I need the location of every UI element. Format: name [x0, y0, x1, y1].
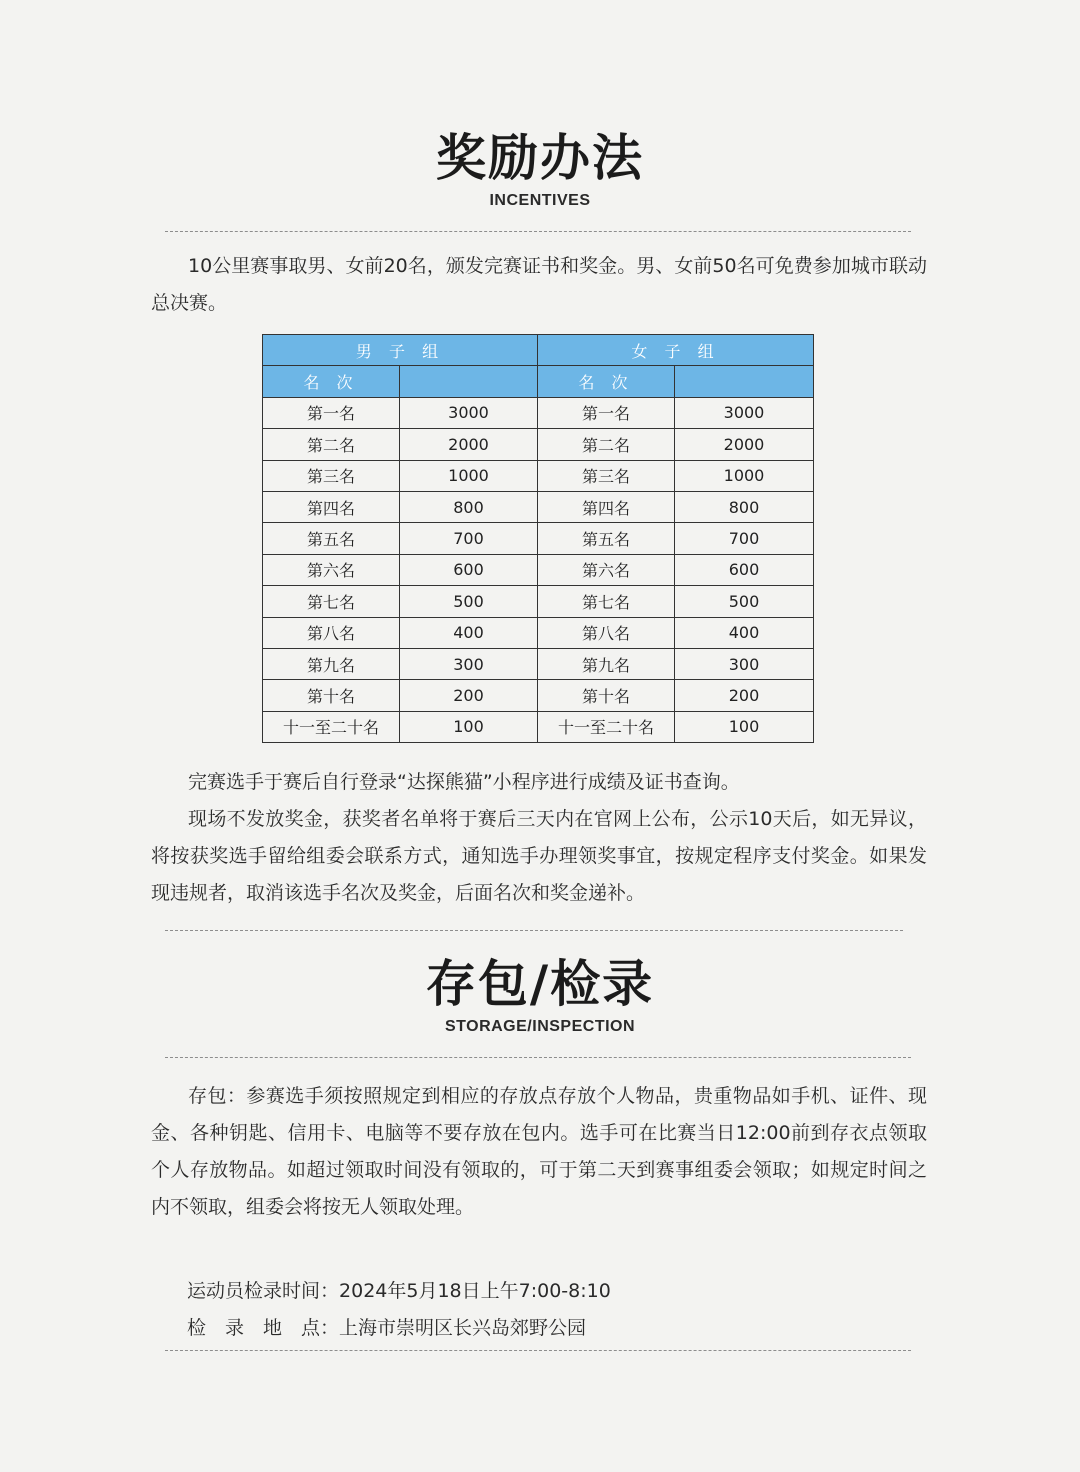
men-amount-cell: 2000	[400, 429, 538, 460]
women-rank-cell: 第六名	[538, 554, 675, 585]
women-rank-header: 名 次	[538, 366, 675, 397]
incentives-title: 奖励办法	[436, 129, 644, 187]
women-amount-cell: 2000	[675, 429, 814, 460]
inspection-time	[187, 1276, 611, 1303]
table-row	[263, 711, 814, 742]
divider	[165, 930, 903, 931]
men-rank-cell: 第八名	[263, 617, 400, 648]
women-group-header: 女 子 组	[538, 335, 814, 366]
men-amount-header	[400, 366, 538, 397]
women-amount-cell: 100	[675, 711, 814, 742]
men-amount-cell: 700	[400, 523, 538, 554]
women-rank-cell: 第四名	[538, 491, 675, 522]
women-amount-cell: 500	[675, 586, 814, 617]
divider	[165, 231, 911, 232]
storage-subtitle: STORAGE/INSPECTION	[444, 1018, 636, 1035]
men-rank-cell: 第六名	[263, 554, 400, 585]
men-rank-cell: 第二名	[263, 429, 400, 460]
table-row	[263, 491, 814, 522]
men-rank-cell: 十一至二十名	[263, 711, 400, 742]
men-rank-cell: 第七名	[263, 586, 400, 617]
women-amount-cell: 600	[675, 554, 814, 585]
men-rank-cell: 第四名	[263, 491, 400, 522]
inspection-place	[187, 1313, 586, 1340]
women-amount-cell: 800	[675, 491, 814, 522]
table-row	[263, 460, 814, 491]
women-amount-header	[675, 366, 814, 397]
men-rank-header: 名 次	[263, 366, 400, 397]
women-amount-cell: 200	[675, 680, 814, 711]
women-rank-cell: 第十名	[538, 680, 675, 711]
men-rank-cell: 第九名	[263, 648, 400, 679]
women-amount-cell: 700	[675, 523, 814, 554]
men-rank-cell: 第三名	[263, 460, 400, 491]
table-row	[263, 680, 814, 711]
table-row	[263, 397, 814, 428]
women-amount-cell: 300	[675, 648, 814, 679]
table-row	[263, 523, 814, 554]
inspection-time-label: 运动员检录时间：	[187, 1280, 340, 1302]
incentives-intro: 10公里赛事取男、女前20名，颁发完赛证书和奖金。男、女前50名可免费参加城市联动总决赛。	[151, 255, 927, 314]
incentives-subtitle: INCENTIVES	[489, 192, 591, 209]
incentives-note-query: 完赛选手于赛后自行登录“达探熊猫”小程序进行成绩及证书查询。	[188, 771, 740, 793]
women-rank-cell: 第二名	[538, 429, 675, 460]
inspection-time-value: 2024年5月18日上午7:00-8:10	[339, 1280, 611, 1302]
inspection-place-label: 检 录 地 点：	[187, 1317, 340, 1339]
table-row	[263, 429, 814, 460]
women-amount-cell: 1000	[675, 460, 814, 491]
men-amount-cell: 400	[400, 617, 538, 648]
women-rank-cell: 第一名	[538, 397, 675, 428]
table-row	[263, 648, 814, 679]
men-amount-cell: 600	[400, 554, 538, 585]
men-amount-cell: 200	[400, 680, 538, 711]
table-column-header-row	[263, 366, 814, 397]
storage-title: 存包/检录	[425, 955, 655, 1013]
men-amount-cell: 100	[400, 711, 538, 742]
men-amount-cell: 1000	[400, 460, 538, 491]
incentives-note-payment: 现场不发放奖金，获奖者名单将于赛后三天内在官网上公布，公示10天后，如无异议，将按获奖选手留给组委会联系方式，通知选手办理领奖事宜，按规定程序支付奖金。如果发现违规者，取消该选手名次及奖金，后面名次和奖金递补。	[151, 808, 927, 904]
women-amount-cell: 400	[675, 617, 814, 648]
table-row	[263, 617, 814, 648]
divider	[165, 1057, 911, 1058]
women-rank-cell: 第三名	[538, 460, 675, 491]
prize-table	[262, 334, 814, 743]
women-rank-cell: 第七名	[538, 586, 675, 617]
women-rank-cell: 第九名	[538, 648, 675, 679]
men-amount-cell: 800	[400, 491, 538, 522]
table-group-header-row	[263, 335, 814, 366]
table-row	[263, 586, 814, 617]
men-group-header: 男 子 组	[263, 335, 538, 366]
divider	[165, 1350, 911, 1351]
inspection-place-value: 上海市崇明区长兴岛郊野公园	[339, 1317, 587, 1339]
table-row	[263, 554, 814, 585]
men-rank-cell: 第一名	[263, 397, 400, 428]
women-rank-cell: 第八名	[538, 617, 675, 648]
men-amount-cell: 300	[400, 648, 538, 679]
women-rank-cell: 十一至二十名	[538, 711, 675, 742]
women-rank-cell: 第五名	[538, 523, 675, 554]
storage-body: 存包：参赛选手须按照规定到相应的存放点存放个人物品，贵重物品如手机、证件、现金、各种钥匙、信用卡、电脑等不要存放在包内。选手可在比赛当日12:00前到存衣点领取个人存放物品。如超过领取时间没有领取的，可于第二天到赛事组委会领取；如规定时间之内不领取，组委会将按无人领取处理。	[151, 1085, 927, 1218]
men-amount-cell: 500	[400, 586, 538, 617]
men-rank-cell: 第五名	[263, 523, 400, 554]
men-amount-cell: 3000	[400, 397, 538, 428]
women-amount-cell: 3000	[675, 397, 814, 428]
men-rank-cell: 第十名	[263, 680, 400, 711]
